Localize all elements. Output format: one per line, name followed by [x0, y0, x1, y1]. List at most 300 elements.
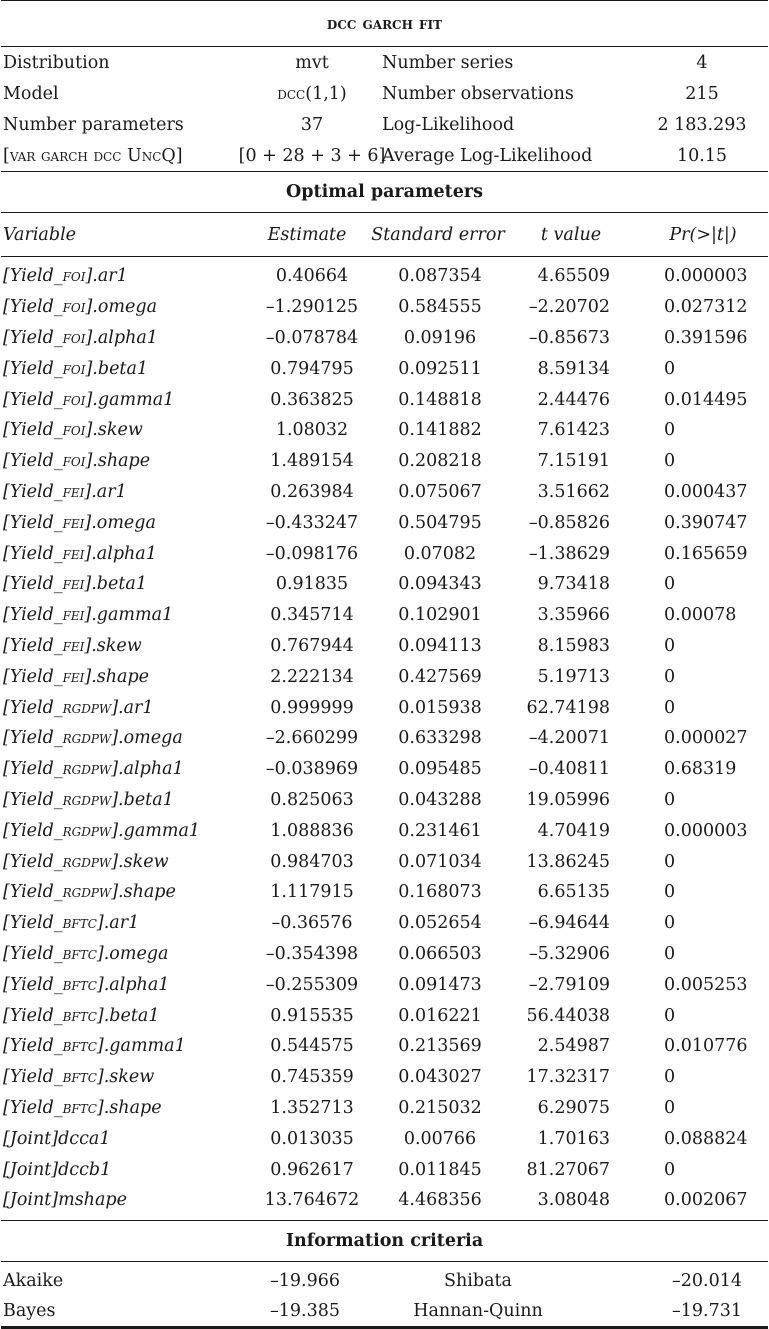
param-t-value: 17.32317: [526, 1067, 610, 1088]
param-standard-error: 0.016221: [398, 1005, 482, 1026]
param-standard-error: 0.043288: [398, 789, 482, 810]
info-value: –19.966: [270, 1270, 340, 1291]
fit-value: [0 + 28 + 3 + 6]: [238, 145, 386, 166]
param-estimate: 0.40664: [275, 266, 349, 287]
param-t-value: 3.08048: [537, 1190, 610, 1211]
param-standard-error: 0.07082: [403, 543, 477, 564]
param-standard-error: 0.584555: [398, 297, 482, 318]
param-estimate: 0.013035: [270, 1128, 354, 1149]
param-standard-error: 0.633298: [398, 728, 482, 749]
param-t-value: 19.05996: [526, 789, 610, 810]
param-variable: [3, 359, 148, 379]
param-variable-suffix: ].omega: [85, 297, 157, 318]
param-p-value: 0: [664, 451, 676, 472]
param-variable: [3, 1190, 127, 1210]
param-t-value: 5.19713: [537, 666, 610, 687]
param-series: foi: [62, 327, 86, 348]
param-variable-prefix: [Yield_: [3, 1097, 63, 1118]
param-series: rgdpw: [62, 728, 112, 749]
param-t-value: 4.70419: [537, 820, 610, 841]
param-variable-suffix: ].alpha1: [85, 327, 158, 348]
table-row: [1, 1000, 768, 1031]
fit-row: [1, 47, 768, 78]
table-row: [1, 569, 768, 600]
param-t-value: 6.29075: [537, 1097, 610, 1118]
param-p-value: 0.002067: [664, 1190, 748, 1211]
param-standard-error: 0.231461: [398, 820, 482, 841]
table-row: [1, 261, 768, 292]
param-estimate: –0.36576: [271, 913, 353, 934]
table-row: [1, 846, 768, 877]
param-variable-prefix: [Yield_: [3, 666, 63, 687]
table-row: [1, 384, 768, 415]
param-variable-prefix: [Yield_: [3, 820, 63, 841]
fit-value: 2 183.293: [657, 114, 747, 135]
param-series: foi: [62, 451, 86, 472]
info-row: [1, 1266, 768, 1296]
param-variable: [3, 698, 154, 718]
table-row: [1, 785, 768, 816]
param-variable-suffix: ].skew: [96, 1067, 155, 1088]
information-criteria-title: Information criteria: [285, 1230, 484, 1251]
table-row: [1, 323, 768, 354]
param-variable-suffix: ].gamma1: [84, 605, 174, 626]
param-estimate: 0.91835: [275, 574, 349, 595]
param-variable-prefix: [Yield_: [3, 266, 63, 287]
info-label: Akaike: [3, 1270, 64, 1291]
param-estimate: 0.915535: [270, 1005, 354, 1026]
param-variable-suffix: ].ar1: [84, 481, 127, 502]
param-standard-error: 0.015938: [398, 697, 482, 718]
param-variable-prefix: [Yield_: [3, 943, 63, 964]
param-series: rgdpw: [62, 882, 112, 903]
param-t-value: 13.86245: [526, 851, 610, 872]
param-standard-error: 0.095485: [398, 759, 482, 780]
param-t-value: 3.51662: [537, 481, 610, 502]
param-variable-prefix: [Yield_: [3, 1036, 63, 1057]
param-p-value: 0: [664, 635, 676, 656]
param-t-value: –0.85826: [528, 512, 610, 533]
param-variable: [3, 266, 128, 286]
param-standard-error: 0.213569: [398, 1036, 482, 1057]
param-series: fei: [62, 481, 85, 502]
param-t-value: 2.54987: [537, 1036, 610, 1057]
param-variable-suffix: ].shape: [96, 1097, 162, 1118]
param-series: bftc: [62, 1036, 97, 1057]
param-variable: [3, 759, 184, 779]
param-series: fei: [62, 512, 85, 533]
param-variable-prefix: [Yield_: [3, 605, 63, 626]
param-variable-prefix: [Yield_: [3, 512, 63, 533]
param-standard-error: 0.09196: [403, 327, 477, 348]
param-variable-suffix: ].gamma1: [111, 820, 201, 841]
param-standard-error: 0.066503: [398, 943, 482, 964]
param-p-value: 0: [664, 789, 676, 810]
param-t-value: 81.27067: [526, 1159, 610, 1180]
param-variable-suffix: ].alpha1: [96, 974, 170, 995]
param-t-value: –1.38629: [528, 543, 610, 564]
param-p-value: 0.165659: [664, 543, 748, 564]
param-series: foi: [62, 420, 86, 441]
param-series: bftc: [62, 1067, 97, 1088]
table-row: [1, 631, 768, 662]
param-variable: [3, 1036, 186, 1056]
param-variable: [3, 482, 127, 502]
param-variable-suffix: ].shape: [85, 451, 151, 472]
param-estimate: 0.345714: [270, 605, 354, 626]
param-p-value: 0.010776: [664, 1036, 748, 1057]
param-variable-prefix: [Yield_: [3, 327, 63, 348]
param-t-value: –2.20702: [528, 297, 610, 318]
param-estimate: –2.660299: [265, 728, 359, 749]
param-series: bftc: [62, 1097, 97, 1118]
info-label: Hannan-Quinn: [413, 1300, 543, 1321]
param-series: bftc: [62, 1005, 97, 1026]
param-estimate: 1.352713: [270, 1097, 354, 1118]
param-p-value: 0.390747: [664, 512, 748, 533]
param-variable-prefix: [Yield_: [3, 481, 63, 502]
param-variable-prefix: [Yield_: [3, 420, 63, 441]
fit-row: [1, 109, 768, 140]
param-p-value: 0.014495: [664, 389, 748, 410]
param-standard-error: 0.091473: [398, 974, 482, 995]
param-t-value: 4.65509: [537, 266, 610, 287]
param-estimate: 0.999999: [270, 697, 354, 718]
param-p-value: 0.000027: [664, 728, 748, 749]
param-standard-error: 0.043027: [398, 1067, 482, 1088]
param-t-value: 6.65135: [537, 882, 610, 903]
param-p-value: 0.000003: [664, 820, 748, 841]
param-estimate: –0.255309: [265, 974, 359, 995]
fit-summary: [1, 47, 768, 171]
param-variable: [3, 544, 157, 564]
param-variable-suffix: ].gamma1: [85, 389, 175, 410]
fit-value: 10.15: [676, 145, 728, 166]
param-t-value: –2.79109: [528, 974, 610, 995]
param-t-value: 8.59134: [537, 358, 610, 379]
param-estimate: –0.433247: [265, 512, 359, 533]
param-standard-error: 0.427569: [398, 666, 482, 687]
table-row: [1, 1154, 768, 1185]
table-row: [1, 600, 768, 631]
param-variable: [3, 636, 142, 656]
table-row: [1, 908, 768, 939]
param-variable-prefix: [Yield_: [3, 759, 63, 780]
header-t-value: t value: [540, 224, 602, 245]
param-series: fei: [62, 635, 85, 656]
param-p-value: 0: [664, 1097, 676, 1118]
param-standard-error: 0.071034: [398, 851, 482, 872]
param-variable-suffix: ].beta1: [96, 1005, 160, 1026]
param-t-value: –5.32906: [528, 943, 610, 964]
param-variable-prefix: [Yield_: [3, 297, 63, 318]
param-variable-prefix: [Yield_: [3, 451, 63, 472]
param-variable-prefix: [Yield_: [3, 389, 63, 410]
param-series: bftc: [62, 913, 97, 934]
header-variable: Variable: [3, 224, 77, 245]
table-row: [1, 661, 768, 692]
param-estimate: 0.767944: [270, 635, 354, 656]
param-standard-error: 0.011845: [398, 1159, 482, 1180]
param-standard-error: 0.00766: [403, 1128, 477, 1149]
param-t-value: –6.94644: [528, 913, 610, 934]
param-estimate: 0.825063: [270, 789, 354, 810]
param-estimate: 0.544575: [270, 1036, 354, 1057]
param-variable: [3, 1006, 159, 1026]
param-estimate: –0.354398: [265, 943, 359, 964]
parameters-body: [1, 261, 768, 1216]
param-estimate: 0.363825: [270, 389, 354, 410]
param-variable: [3, 728, 183, 748]
param-variable-suffix: ].gamma1: [96, 1036, 186, 1057]
param-variable-suffix: ].ar1: [111, 697, 154, 718]
param-variable-suffix: ].skew: [111, 851, 169, 872]
param-variable-prefix: [Yield_: [3, 697, 63, 718]
param-variable: [3, 451, 150, 471]
param-variable: [3, 297, 157, 317]
param-estimate: 1.117915: [270, 882, 354, 903]
param-variable-prefix: [Yield_: [3, 851, 63, 872]
param-t-value: 62.74198: [526, 697, 610, 718]
fit-label: Number parameters: [3, 114, 184, 135]
param-variable-suffix: ].beta1: [111, 789, 174, 810]
param-variable: [3, 328, 158, 348]
param-variable: [3, 513, 156, 533]
info-value: –19.731: [672, 1300, 742, 1321]
table-row: [1, 1062, 768, 1093]
param-variable: [3, 420, 143, 440]
header-standard-error: Standard error: [371, 224, 505, 245]
table-row: [1, 415, 768, 446]
param-variable: [3, 1129, 110, 1149]
param-variable-prefix: [Yield_: [3, 728, 63, 749]
table-row: [1, 538, 768, 569]
param-estimate: 0.984703: [270, 851, 354, 872]
param-p-value: 0: [664, 358, 676, 379]
param-standard-error: 0.148818: [398, 389, 482, 410]
param-variable-suffix: ].beta1: [84, 574, 147, 595]
table-row: [1, 1031, 768, 1062]
param-variable-suffix: ].skew: [84, 635, 142, 656]
bottom-rule: [1, 1326, 768, 1329]
param-variable-prefix: [Joint]dccb1: [3, 1159, 112, 1180]
param-series: fei: [62, 574, 85, 595]
header-estimate: Estimate: [267, 224, 347, 245]
param-standard-error: 0.168073: [398, 882, 482, 903]
param-estimate: 2.222134: [270, 666, 354, 687]
param-p-value: 0.391596: [664, 327, 748, 348]
table-row: [1, 692, 768, 723]
header-pr: Pr(>|t|): [669, 224, 737, 245]
param-series: rgdpw: [62, 759, 112, 780]
param-variable: [3, 574, 147, 594]
param-standard-error: 0.092511: [398, 358, 482, 379]
param-t-value: –0.40811: [528, 759, 610, 780]
param-estimate: 0.263984: [270, 481, 354, 502]
param-variable: [3, 790, 174, 810]
param-variable: [3, 667, 149, 687]
param-p-value: 0: [664, 1005, 676, 1026]
fit-value: dcc(1,1): [277, 83, 347, 104]
param-p-value: 0.000437: [664, 481, 748, 502]
param-series: bftc: [62, 974, 97, 995]
table-row: [1, 292, 768, 323]
table-row: [1, 507, 768, 538]
param-variable-suffix: ].ar1: [96, 913, 140, 934]
param-p-value: 0: [664, 882, 676, 903]
param-estimate: 0.745359: [270, 1067, 354, 1088]
param-series: rgdpw: [62, 851, 112, 872]
table-title: [1, 1, 768, 46]
param-estimate: 0.794795: [270, 358, 354, 379]
param-p-value: 0: [664, 666, 676, 687]
param-estimate: –0.038969: [265, 759, 359, 780]
fit-label: Number observations: [382, 83, 574, 104]
param-variable-prefix: [Yield_: [3, 913, 63, 934]
param-standard-error: 0.504795: [398, 512, 482, 533]
param-variable: [3, 913, 139, 933]
fit-value: mvt: [295, 52, 329, 73]
param-t-value: –0.85673: [528, 327, 610, 348]
param-series: fei: [62, 605, 85, 626]
param-variable-suffix: ].beta1: [85, 358, 149, 379]
param-p-value: 0.000003: [664, 266, 748, 287]
table-row: [1, 446, 768, 477]
param-t-value: 3.35966: [537, 605, 610, 626]
param-p-value: 0: [664, 1067, 676, 1088]
param-t-value: 1.70163: [537, 1128, 610, 1149]
table-row: [1, 969, 768, 1000]
param-standard-error: 0.215032: [398, 1097, 482, 1118]
table-title-text: dcc garch fit: [326, 13, 443, 34]
param-variable-prefix: [Yield_: [3, 789, 63, 810]
param-series: fei: [62, 666, 85, 687]
fit-value: 4: [696, 52, 708, 73]
param-variable-prefix: [Yield_: [3, 1005, 63, 1026]
optimal-parameters-title: Optimal parameters: [286, 182, 483, 202]
param-p-value: 0: [664, 851, 676, 872]
information-criteria-body: [1, 1266, 768, 1326]
param-variable-suffix: ].shape: [111, 882, 176, 903]
param-variable: [3, 975, 169, 995]
fit-label: Distribution: [3, 52, 110, 73]
param-estimate: –1.290125: [265, 297, 359, 318]
param-series: fei: [62, 543, 85, 564]
param-p-value: 0: [664, 943, 676, 964]
param-series: foi: [62, 266, 86, 287]
param-series: bftc: [62, 943, 97, 964]
param-standard-error: 0.087354: [398, 266, 482, 287]
fit-label: Log-Likelihood: [382, 114, 515, 135]
param-variable-suffix: ].shape: [84, 666, 150, 687]
table-row: [1, 939, 768, 970]
param-standard-error: 0.102901: [398, 605, 482, 626]
fit-label: Model: [3, 83, 59, 104]
param-variable: [3, 1160, 111, 1180]
column-header-row: [1, 213, 768, 256]
fit-row: [1, 140, 768, 171]
table-row: [1, 353, 768, 384]
param-variable-prefix: [Yield_: [3, 882, 63, 903]
param-variable-prefix: [Yield_: [3, 974, 63, 995]
param-variable-prefix: [Yield_: [3, 635, 63, 656]
param-p-value: 0: [664, 420, 676, 441]
param-variable: [3, 390, 174, 410]
fit-label: [var garch dcc UncQ]: [3, 145, 183, 166]
param-variable-prefix: [Yield_: [3, 574, 63, 595]
param-standard-error: 0.208218: [398, 451, 482, 472]
param-variable-suffix: ].ar1: [85, 266, 128, 287]
fit-label: Average Log-Likelihood: [382, 145, 593, 166]
param-p-value: 0.088824: [664, 1128, 748, 1149]
param-variable: [3, 882, 176, 902]
param-variable-prefix: [Yield_: [3, 358, 63, 379]
param-t-value: 7.15191: [537, 451, 610, 472]
param-variable: [3, 1098, 162, 1118]
param-estimate: 1.088836: [270, 820, 354, 841]
param-standard-error: 0.094113: [398, 635, 482, 656]
info-value: –20.014: [672, 1270, 742, 1291]
param-estimate: –0.098176: [265, 543, 359, 564]
param-estimate: –0.078784: [265, 327, 359, 348]
param-variable-prefix: [Joint]dcca1: [3, 1128, 111, 1149]
param-estimate: 13.764672: [264, 1190, 360, 1211]
param-series: foi: [62, 389, 86, 410]
param-t-value: 56.44038: [526, 1005, 610, 1026]
fit-value: 37: [300, 114, 324, 135]
info-label: Bayes: [3, 1300, 56, 1321]
param-p-value: 0.68319: [664, 759, 737, 780]
table-row: [1, 1123, 768, 1154]
info-value: –19.385: [270, 1300, 340, 1321]
param-variable-suffix: ].omega: [96, 943, 169, 964]
param-series: foi: [62, 297, 86, 318]
param-t-value: 8.15983: [537, 635, 610, 656]
table-row: [1, 1093, 768, 1124]
param-standard-error: 0.094343: [398, 574, 482, 595]
results-table: [1, 0, 768, 1329]
param-series: rgdpw: [62, 820, 112, 841]
param-p-value: 0: [664, 574, 676, 595]
param-p-value: 0: [664, 913, 676, 934]
table-row: [1, 877, 768, 908]
param-variable: [3, 605, 173, 625]
param-standard-error: 0.075067: [398, 481, 482, 502]
fit-row: [1, 78, 768, 109]
param-standard-error: 0.052654: [398, 913, 482, 934]
table-row: [1, 723, 768, 754]
param-estimate: 1.08032: [275, 420, 349, 441]
fit-label: Number series: [382, 52, 514, 73]
param-p-value: 0.00078: [664, 605, 737, 626]
param-variable-prefix: [Joint]mshape: [3, 1190, 127, 1211]
param-variable-suffix: ].skew: [85, 420, 143, 441]
param-variable: [3, 944, 168, 964]
param-series: rgdpw: [62, 697, 112, 718]
param-t-value: –4.20071: [528, 728, 610, 749]
param-variable-suffix: ].omega: [111, 728, 183, 749]
param-variable: [3, 852, 169, 872]
param-variable: [3, 1067, 154, 1087]
param-standard-error: 4.468356: [398, 1190, 482, 1211]
param-variable-prefix: [Yield_: [3, 543, 63, 564]
table-row: [1, 1185, 768, 1216]
fit-value: 215: [685, 83, 719, 104]
param-estimate: 0.962617: [270, 1159, 354, 1180]
param-variable-prefix: [Yield_: [3, 1067, 63, 1088]
table-row: [1, 477, 768, 508]
param-variable-suffix: ].omega: [84, 512, 156, 533]
